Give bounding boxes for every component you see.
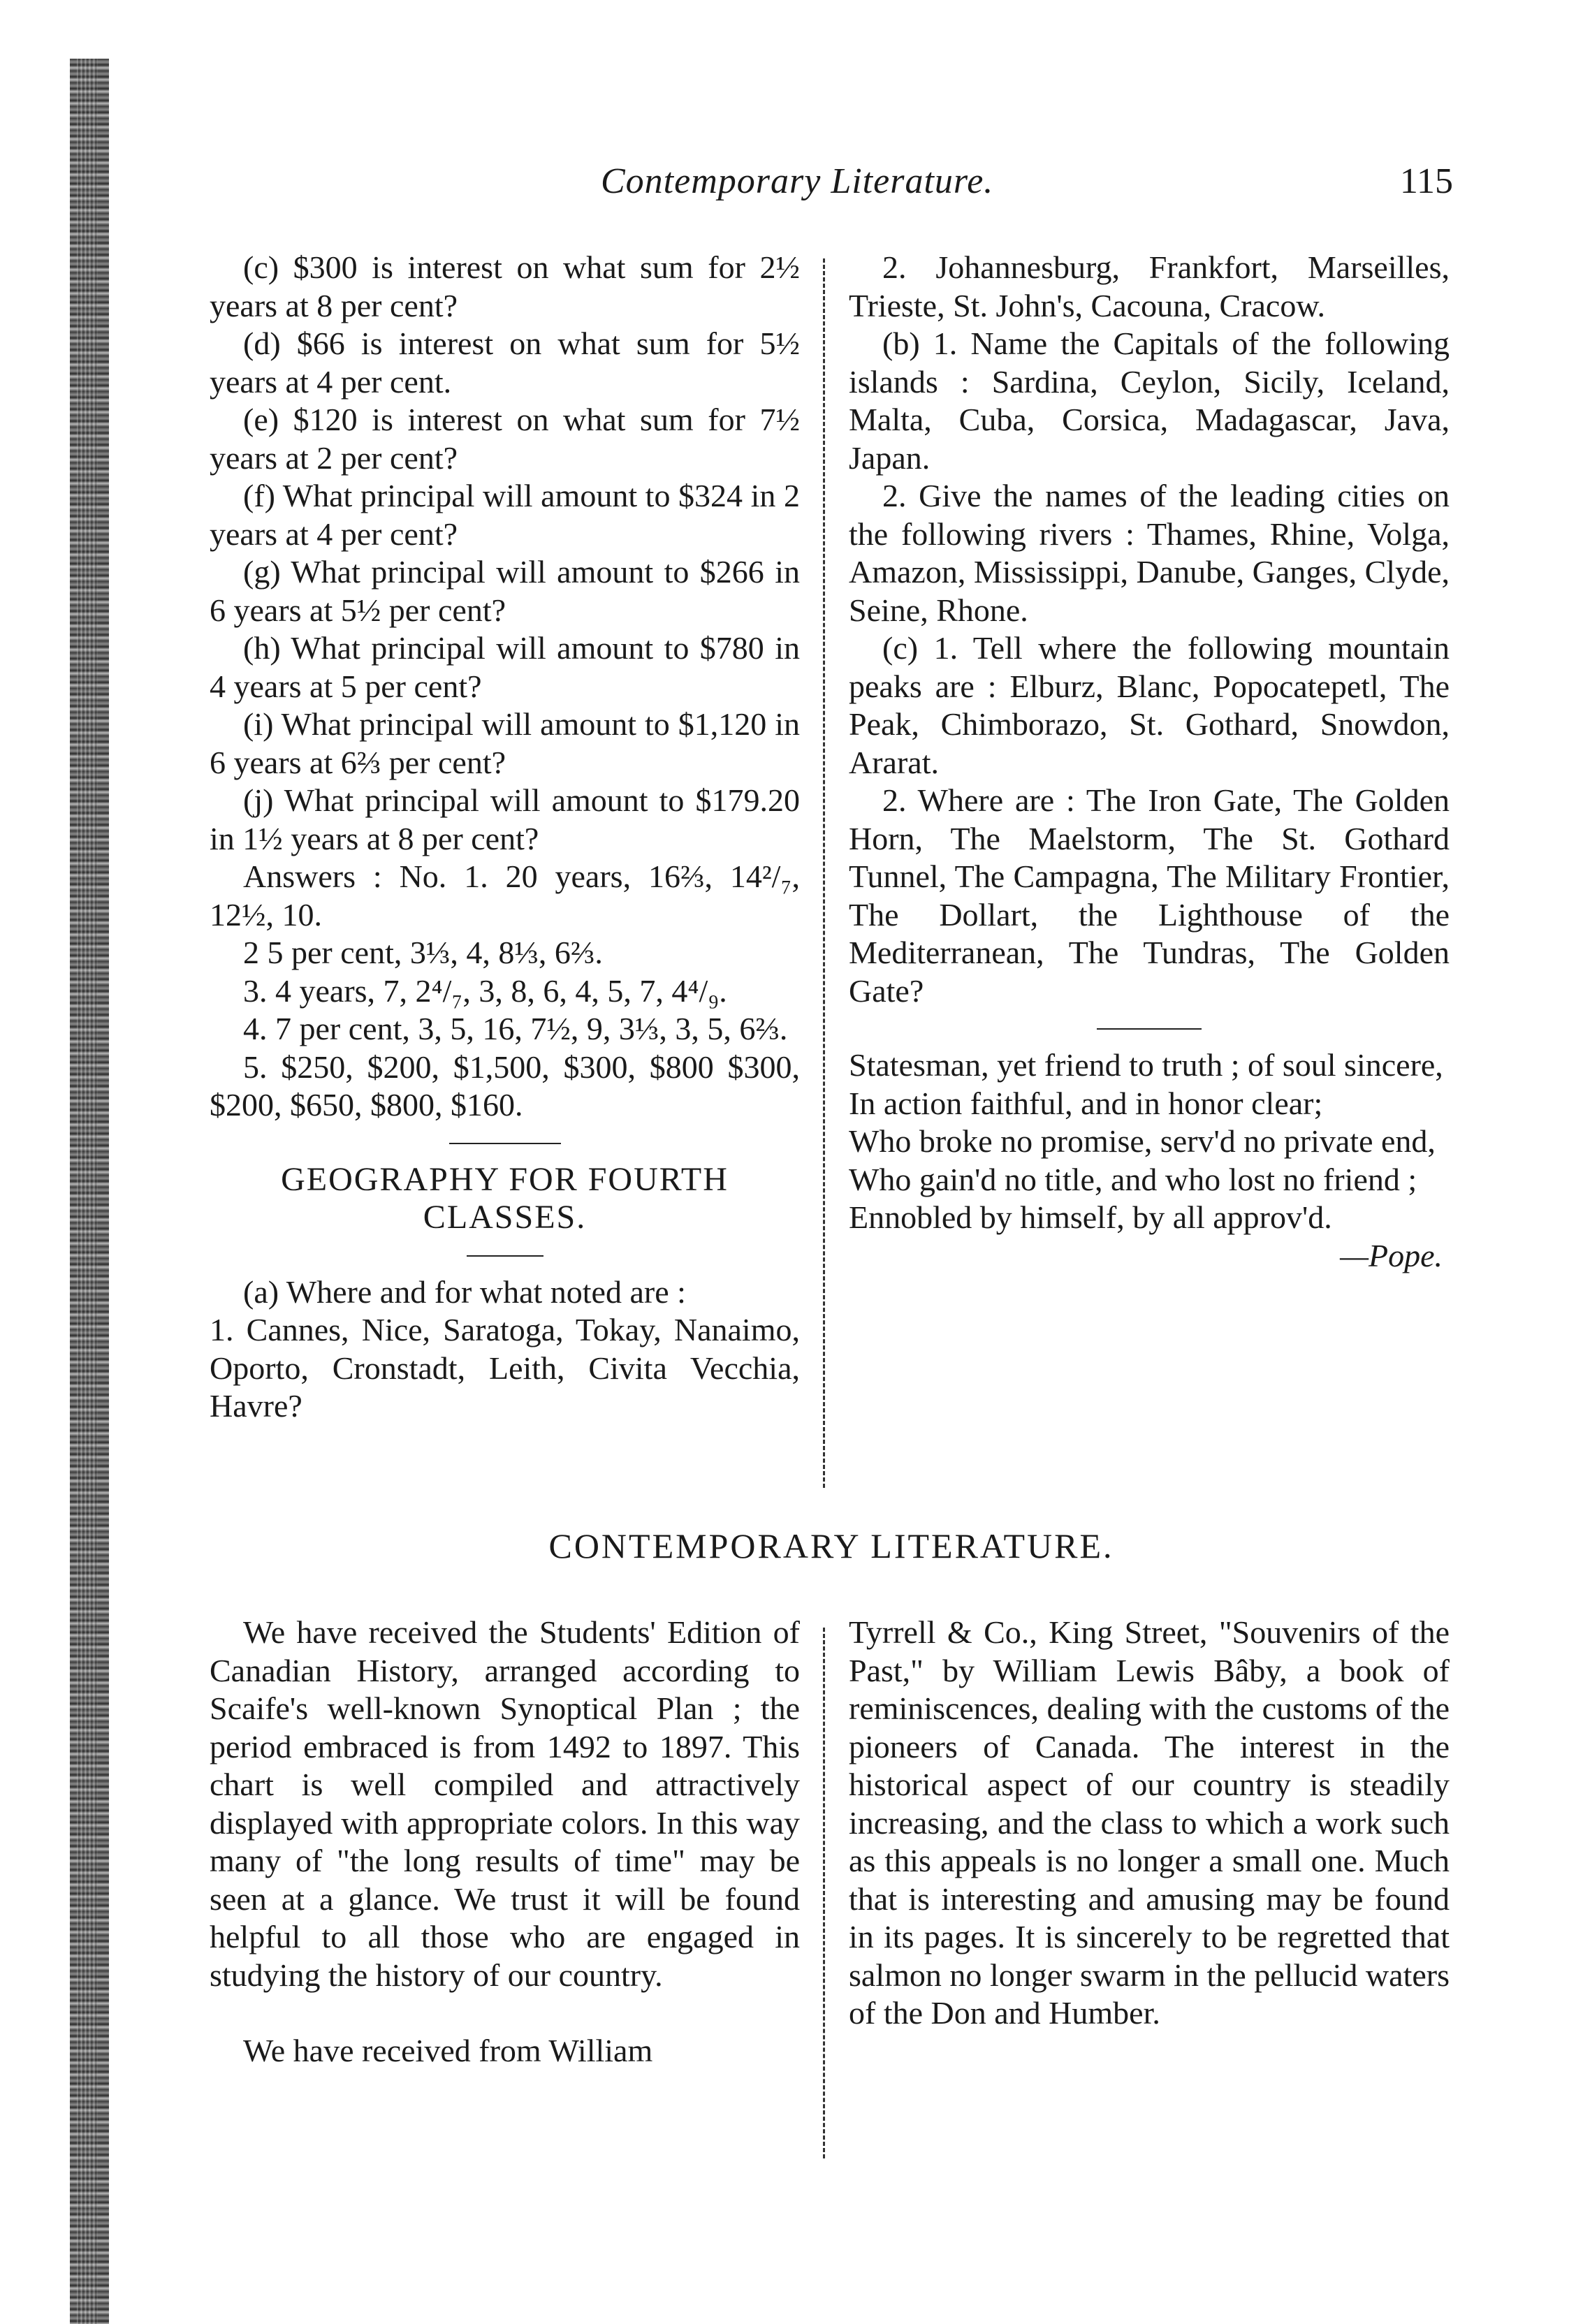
running-title: Contemporary Literature. [601,161,994,201]
poem-line: In action faithful, and in honor clear; [849,1085,1323,1121]
divider-rule [467,1255,543,1257]
literature-left-column [210,1614,800,2070]
poem-author: —Pope. [1340,1237,1443,1273]
literature-right-column [849,1614,1450,2033]
literature-paragraph-2: We have received from William [243,2033,653,2068]
answers-3: 3. 4 years, 7, 2⁴/₇, 3, 8, 6, 4, 5, 7, 4⁴/₉. [243,972,727,1009]
answers-2: 2 5 per cent, 3⅓, 4, 8⅓, 6⅔. [243,935,603,970]
problem-i: (i) What principal will amount to $1,120 in 6 years at 6⅔ per cent? [210,706,800,780]
poem-line: Who broke no promise, serv'd no private end, [849,1123,1436,1159]
geography-rivers: 2. Give the names of the leading cities on the following rivers : Thames, Rhine, Volga, Amazon, Mississippi, Danube, Ganges, Clyde, Seine, Rhone. [849,478,1450,628]
answers-5: 5. $250, $200, $1,500, $300, $800 $300, $200, $650, $800, $160. [210,1048,800,1123]
answers-1: Answers : No. 1. 20 years, 16⅔, 14²/₇, 12½, 10. [210,858,800,933]
left-column [210,249,800,1426]
geography-places: 2. Where are : The Iron Gate, The Golden Horn, The Maelstorm, The St. Gothard Tunnel, The Campagna, The Military Frontier, The Dollart, the Lighthouse of the Mediterranean, The Tundras, The Golden Gate? [849,782,1450,1009]
answers-4: 4. 7 per cent, 3, 5, 16, 7½, 9, 3⅓, 3, 5, 6⅔. [243,1011,788,1046]
geography-item-2: 2. Johannesburg, Frankfort, Marseilles, Trieste, St. John's, Cacouna, Cracow. [849,249,1450,323]
divider-rule [1097,1028,1202,1030]
poem-line: Who gain'd no title, and who lost no friend ; [849,1161,1417,1197]
geography-peaks: (c) 1. Tell where the following mountain peaks are : Elburz, Blanc, Popocatepetl, The Peak, Chimborazo, St. Gothard, Snowdon, Ararat. [849,630,1450,780]
problem-f: (f) What principal will amount to $324 in 2 years at 4 per cent? [210,478,800,552]
column-divider [823,258,825,1488]
literature-paragraph-3: Tyrrell & Co., King Street, "Souvenirs of the Past," by William Lewis Bâby, a book of reminiscences, dealing with the customs of the pioneers of Canada. The interest in the historical aspect of our country is steadily increasing, and the class to which a work such as this appeals is no longer a small one. Much that is interesting and amusing may be found in its pages. It is sincerely to be regretted that salmon no longer swarm in the pellucid waters of the Don and Humber. [849,1614,1450,2031]
geography-heading: GEOGRAPHY FOR FOURTH CLASSES. [281,1160,729,1236]
geography-capitals: (b) 1. Name the Capitals of the following islands : Sardina, Ceylon, Sicily, Iceland, Malta, Cuba, Corsica, Madagascar, Java, Japan. [849,326,1450,476]
poem-line: Ennobled by himself, by all approv'd. [849,1199,1332,1235]
geography-intro: (a) Where and for what noted are : [243,1273,686,1310]
page-number: 115 [1399,161,1453,201]
geography-item-1: 1. Cannes, Nice, Saratoga, Tokay, Nanaimo, Oporto, Cronstadt, Leith, Civita Vecchia, Havre? [210,1312,800,1424]
column-divider [823,1628,825,2158]
problem-g: (g) What principal will amount to $266 in 6 years at 5½ per cent? [210,554,800,628]
problem-e: (e) $120 is interest on what sum for 7½ years at 2 per cent? [210,402,800,476]
right-column [849,249,1450,1275]
literature-paragraph-1: We have received the Students' Edition of Canadian History, arranged according to Scaife's well-known Synoptical Plan ; the period embraced is from 1492 to 1897. This chart is well compiled and attractively displayed with appropriate colors. In this way many of "the long results of time" may be seen at a glance. We trust it will be found helpful to all those who are engaged in studying the history of our country. [210,1614,800,1993]
section-heading: CONTEMPORARY LITERATURE. [548,1526,1114,1565]
page-header [210,161,1453,210]
book-spine-shadow [70,59,109,2324]
poem [849,1046,1450,1275]
problem-h: (h) What principal will amount to $780 in 4 years at 5 per cent? [210,630,800,704]
problem-d: (d) $66 is interest on what sum for 5½ years at 4 per cent. [210,326,800,400]
poem-line: Statesman, yet friend to truth ; of soul sincere, [849,1047,1443,1083]
divider-rule [449,1143,561,1144]
problem-c: (c) $300 is interest on what sum for 2½ years at 8 per cent? [210,249,800,323]
problem-j: (j) What principal will amount to $179.20 in 1½ years at 8 per cent? [210,782,800,856]
